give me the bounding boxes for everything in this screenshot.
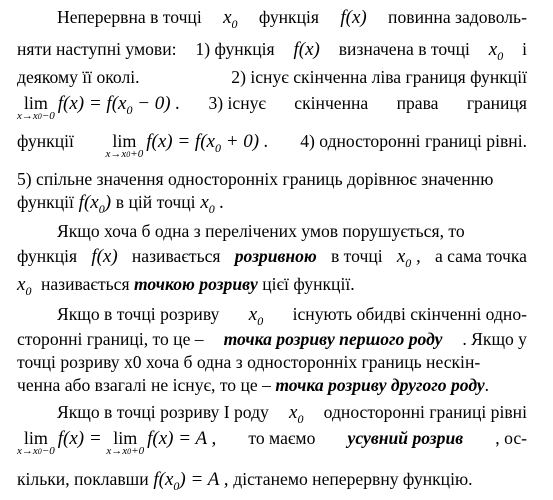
text-segment: цієї функції.	[262, 274, 355, 294]
text-line-14	[17, 372, 527, 398]
text-segment: точці розриву x0 хоча б одна з односторонніх границь нескін-	[17, 352, 481, 372]
math-x0: $x_0$	[289, 402, 304, 426]
text-line-8	[57, 218, 527, 244]
text-segment: скінченна	[294, 93, 369, 113]
text-segment: функції	[17, 192, 74, 212]
text-segment: няти наступні умови:	[17, 39, 177, 59]
math-fx: f(x)	[340, 7, 367, 28]
text-segment: існують обидві скінченні одно-	[292, 304, 527, 324]
text-segment: називається	[40, 274, 130, 294]
text-segment: Неперервна в точці	[57, 7, 202, 27]
text-line-7	[17, 189, 527, 215]
math-fx0-eq-a: $f(x_0) = A$ ,	[148, 469, 229, 493]
text-segment: 1) функція	[195, 39, 275, 59]
formula-equal-limits: lim x→x0−0 f(x) = lim x→x0+0 f(x) = A ,	[17, 428, 217, 457]
text-segment: в цій точці	[115, 192, 196, 212]
math-x0: $x_0$	[488, 39, 504, 63]
math-x0: $x_0$ ,	[396, 246, 421, 270]
text-segment: Якщо в точці розриву I роду	[57, 402, 269, 422]
text-segment: . Якщо у	[462, 329, 527, 349]
text-segment: деякому її околі.	[17, 67, 140, 87]
text-segment: 2) існує скінченна ліва границя функції	[231, 67, 527, 87]
text-line-15	[57, 399, 527, 425]
math-x0: $x_0$	[223, 7, 238, 31]
text-segment: дістанемо неперервну функцію.	[233, 469, 473, 489]
text-line-9	[17, 243, 527, 269]
text-segment: функція	[258, 7, 319, 27]
text-segment: границя	[466, 93, 527, 113]
text-line-3	[17, 64, 527, 90]
text-segment: ченна або взагалі не існує, то це –	[17, 375, 271, 395]
text-line-5	[17, 128, 527, 160]
text-line-16	[17, 425, 527, 457]
text-segment: називається	[131, 246, 221, 266]
text-line-11	[57, 301, 527, 327]
text-segment: функції	[17, 131, 74, 151]
text-line-17	[17, 466, 527, 492]
text-segment: 4) односторонні границі рівні.	[300, 131, 527, 151]
text-segment: кільки, поклавши	[17, 469, 149, 489]
text-segment: 3) існує	[208, 93, 266, 113]
text-segment: сторонні границі, то це –	[17, 329, 204, 349]
math-x0: $x_0$ .	[195, 192, 225, 216]
formula-left-limit: lim x→x0−0 $f(x) = f(x_0 - 0)$ .	[17, 93, 181, 122]
text-segment: Якщо хоча б одна з перелічених умов порушується, то	[57, 221, 465, 241]
term-discontinuous: розривною	[234, 246, 317, 266]
text-segment: то маємо	[248, 428, 316, 448]
term-discontinuity-point: точкою розриву	[133, 274, 258, 294]
text-segment: односторонні границі рівні	[323, 402, 527, 422]
math-x0: $x_0$	[248, 304, 264, 328]
text-line-1	[57, 4, 527, 30]
math-fx: f(x)	[91, 246, 118, 267]
text-segment: і	[522, 39, 527, 59]
math-fx: f(x)	[293, 39, 320, 60]
text-segment: , ос-	[495, 428, 527, 448]
text-segment: визначена в точці	[338, 39, 470, 59]
text-segment: в точці	[330, 246, 383, 266]
text-segment: повинна задоволь-	[388, 7, 527, 27]
text-segment: Якщо в точці розриву	[57, 304, 220, 324]
term-first-kind: точка розриву першого роду	[223, 329, 443, 349]
text-line-4	[17, 90, 527, 122]
text-line-2	[17, 36, 527, 62]
text-segment: .	[484, 375, 490, 395]
math-fx0: $f(x_0)$	[73, 192, 112, 216]
text-segment: функція	[17, 246, 78, 266]
formula-right-limit: lim x→x0+0 $f(x) = f(x_0 + 0)$ .	[105, 131, 269, 160]
text-line-10	[17, 271, 527, 297]
text-segment: 5) спільне значення односторонніх границь дорівнює значенню	[17, 169, 494, 189]
math-x0: $x_0$	[17, 274, 32, 298]
term-second-kind: точка розриву другого роду	[275, 375, 485, 395]
text-segment: права	[396, 93, 439, 113]
term-removable: усувний розрив	[347, 428, 464, 448]
text-segment: а сама точка	[434, 246, 527, 266]
